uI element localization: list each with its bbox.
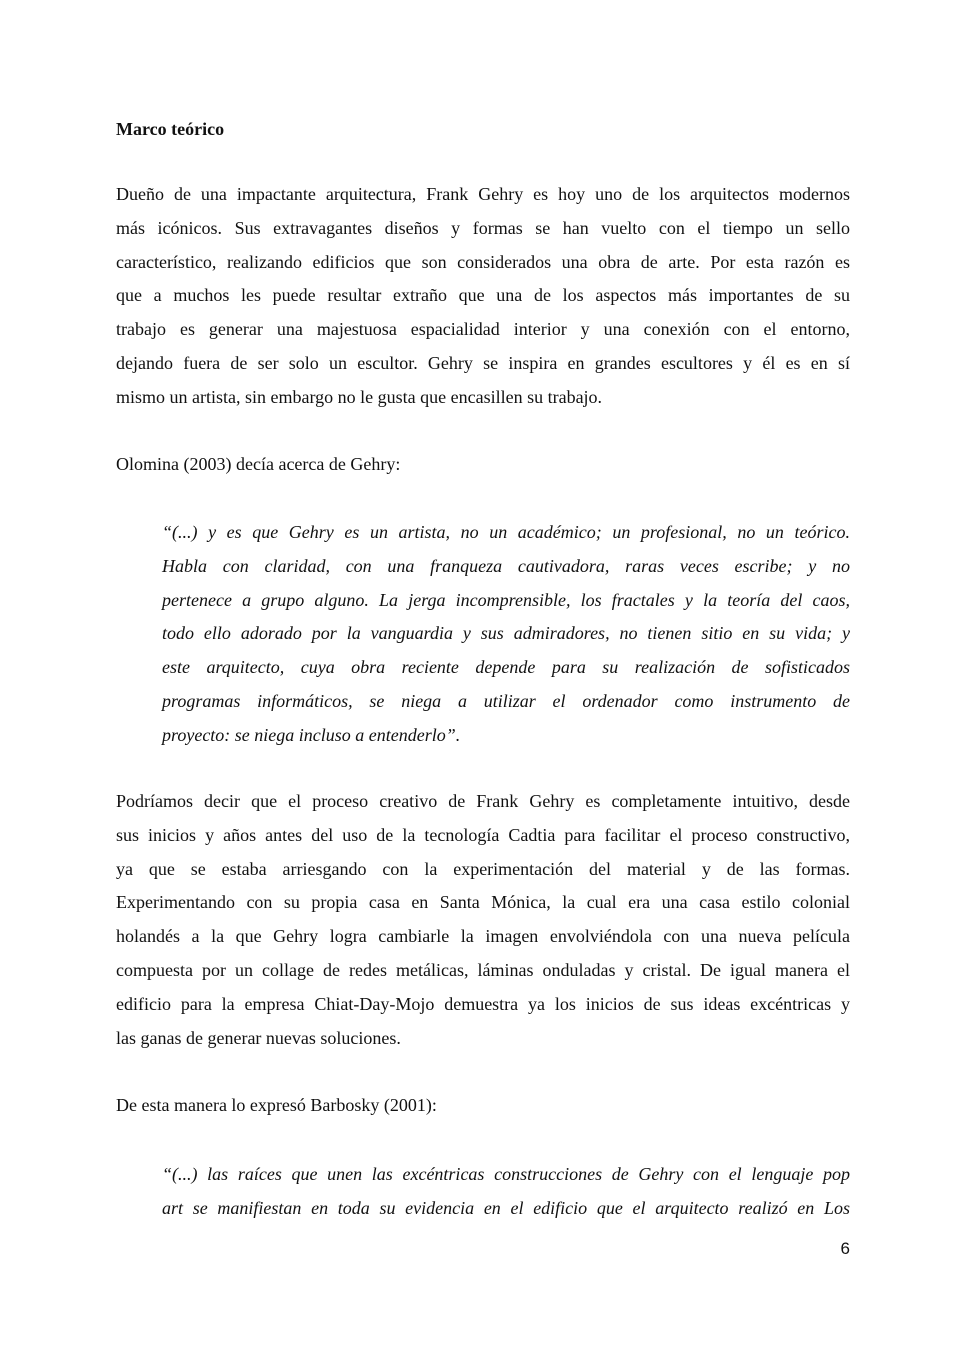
- quote-2-intro: [116, 1089, 850, 1123]
- quote-1-line: “(...) y es que Gehry es un artista, no un académico; un profesional, no un teórico.: [162, 522, 850, 542]
- paragraph-1-line: que a muchos les puede resultar extraño que una de los aspectos más importantes de su: [116, 285, 850, 306]
- paragraph-1-line: más icónicos. Sus extravagantes diseños y formas se han vuelto con el tiempo un sello: [116, 217, 850, 238]
- paragraph-2-line: las ganas de generar nuevas soluciones.: [116, 1027, 401, 1048]
- section-heading: Marco teórico: [116, 119, 225, 139]
- paragraph-2-line: ya que se estaba arriesgando con la experimentación del material y de las formas.: [116, 858, 850, 879]
- paragraph-1-line: trabajo es generar una majestuosa espacialidad interior y una conexión con el entorno,: [116, 319, 850, 340]
- quote-1-line: pertenece a grupo alguno. La jerga incomprensible, los fractales y la teoría del caos,: [162, 589, 850, 610]
- quote-2-intro-line: De esta manera lo expresó Barbosky (2001):: [116, 1095, 437, 1115]
- quote-2-line: “(...) las raíces que unen las excéntricas construcciones de Gehry con el lenguaje pop: [162, 1164, 850, 1184]
- page-number: 6: [840, 1239, 850, 1258]
- block-quote-2: [162, 1158, 850, 1226]
- quote-1-line: proyecto: se niega incluso a entenderlo”.: [162, 724, 461, 745]
- paragraph-1-line: dejando fuera de ser solo un escultor. Gehry se inspira en grandes escultores y él es en sí: [116, 352, 850, 373]
- quote-1-line: todo ello adorado por la vanguardia y sus admiradores, no tienen sitio en su vida; y: [162, 623, 850, 644]
- paragraph-2-line: compuesta por un collage de redes metálicas, láminas onduladas y cristal. De igual manera el: [116, 959, 850, 980]
- paragraph-2-line: holandés a la que Gehry logra cambiarle la imagen envolviéndola con una nueva película: [116, 926, 850, 947]
- block-quote-1: [162, 516, 850, 753]
- paragraph-2-line: edificio para la empresa Chiat-Day-Mojo demuestra ya los inicios de sus ideas excéntricas y: [116, 993, 850, 1014]
- quote-1-intro-line: Olomina (2003) decía acerca de Gehry:: [116, 454, 401, 474]
- quote-2-line: art se manifiestan en toda su evidencia en el edificio que el arquitecto realizó en Los: [162, 1197, 850, 1218]
- paragraph-2-line: Experimentando con su propia casa en Santa Mónica, la cual era una casa estilo colonial: [116, 892, 850, 913]
- paragraph-1-line: característico, realizando edificios que son considerados una obra de arte. Por esta razón es: [116, 251, 850, 272]
- paragraph-2-line: sus inicios y años antes del uso de la tecnología Cadtia para facilitar el proceso constructivo,: [116, 824, 850, 845]
- quote-1-line: programas informáticos, se niega a utilizar el ordenador como instrumento de: [162, 690, 850, 711]
- quote-1-line: este arquitecto, cuya obra reciente depende para su realización de sofisticados: [162, 657, 850, 678]
- paragraph-1: [116, 178, 850, 415]
- quote-1-intro: [116, 448, 850, 482]
- paragraph-2-line: Podríamos decir que el proceso creativo de Frank Gehry es completamente intuitivo, desde: [116, 791, 850, 811]
- paragraph-2: [116, 785, 850, 1055]
- paragraph-1-line: mismo un artista, sin embargo no le gusta que encasillen su trabajo.: [116, 386, 603, 407]
- quote-1-line: Habla con claridad, con una franqueza cautivadora, raras veces escribe; y no: [162, 555, 850, 576]
- paragraph-1-line: Dueño de una impactante arquitectura, Frank Gehry es hoy uno de los arquitectos modernos: [116, 184, 850, 204]
